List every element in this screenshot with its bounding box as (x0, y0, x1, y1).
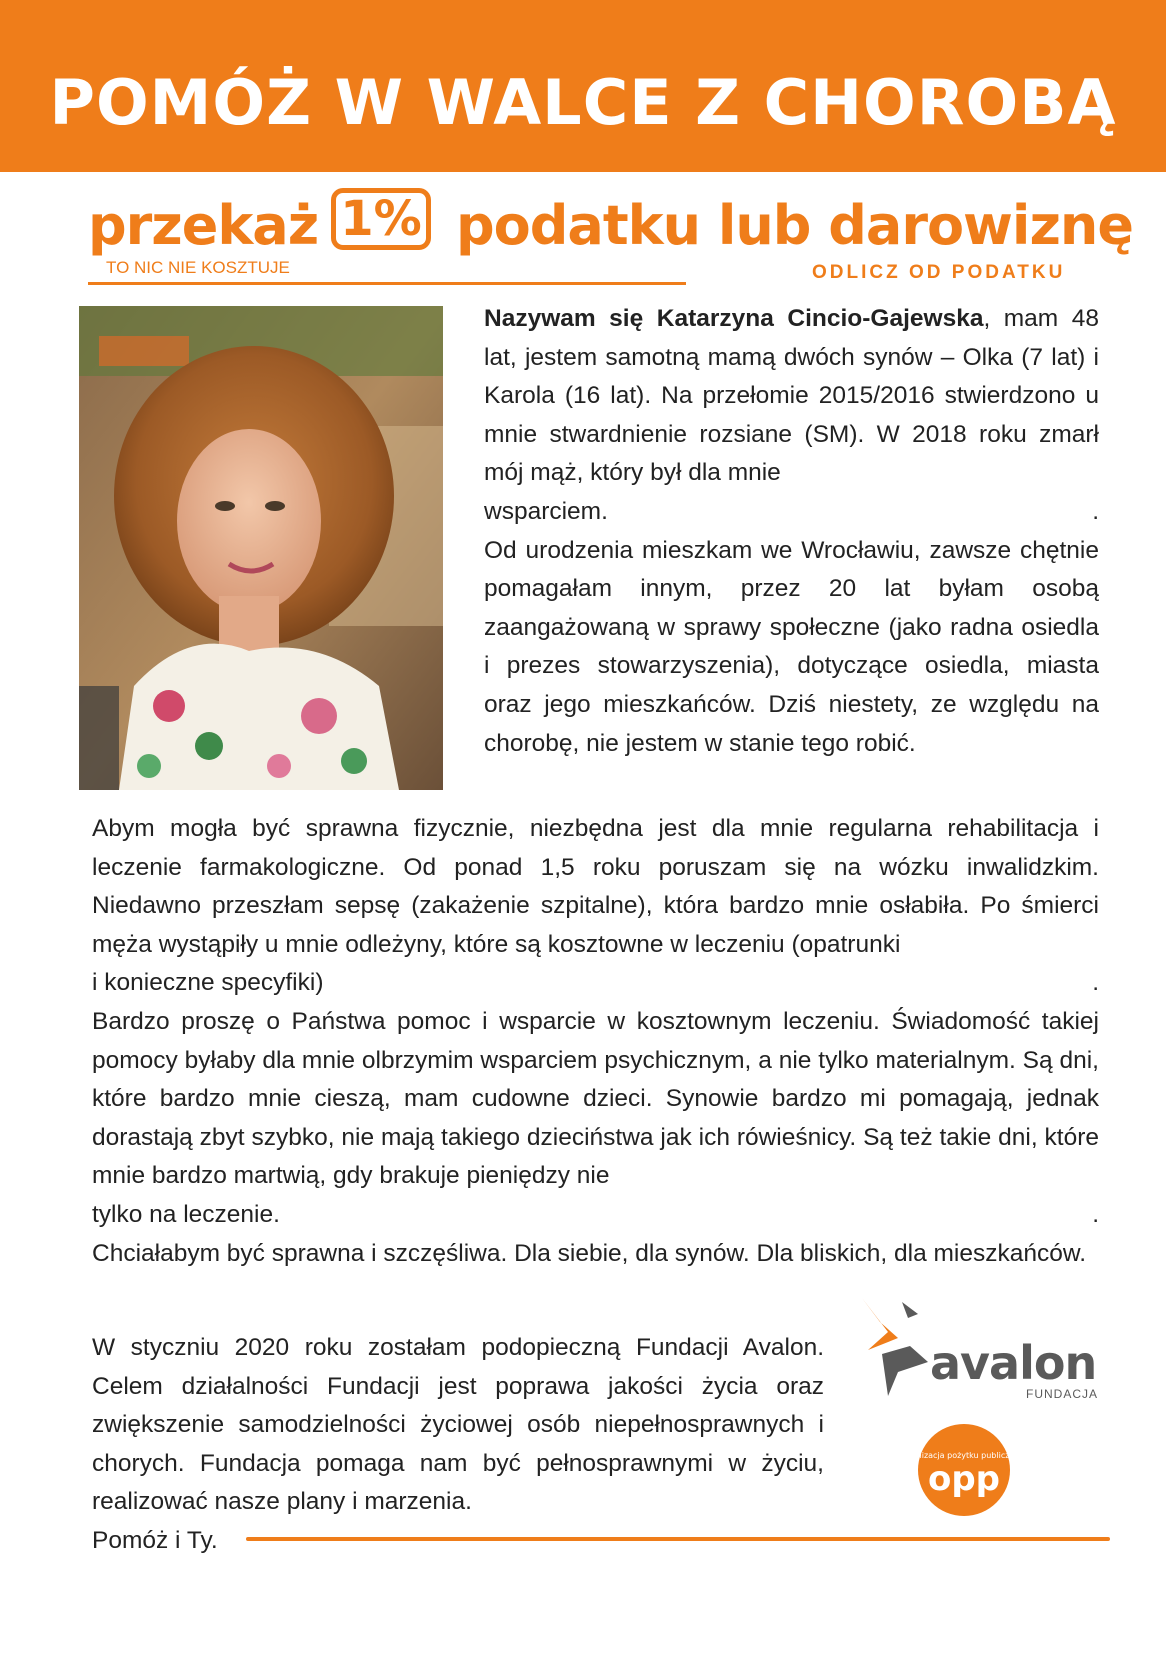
closing-text (92, 1329, 824, 1561)
body-paragraph-5: Chciałabym być sprawna i szczęśliwa. Dla siebie, dla synów. Dla bliskich, dla mieszkańców. (92, 1239, 1087, 1267)
dot-marker: . (1092, 1200, 1099, 1228)
body-paragraph-4: Bardzo proszę o Państwa pomoc i wsparcie w kosztownym leczeniu. Świadomość takiej pomocy byłaby dla mnie olbrzymim wsparciem psychicznym, a nie tylko materialnym. Są dni, które bardzo mnie cieszą, mam cudowne dzieci. Synowie bardzo mi pomagają, jednak dorastają zbyt szybko, nie mają takiego dzieciństwa jak ich rówieśnicy. Są też takie dni, które mnie bardzo martwią, gdy brakuje pieniędzy nie (92, 1007, 1099, 1190)
slogan-podatku: podatku lub darowiznę (456, 194, 1133, 257)
slogan-underline (88, 282, 686, 285)
opp-text: opp (927, 1459, 1001, 1499)
body-paragraph-4-end: tylko na leczenie. (92, 1200, 280, 1228)
avalon-fundacja-label: FUNDACJA (1026, 1387, 1099, 1401)
intro-paragraph-1-end: wsparciem. (484, 497, 608, 525)
opp-logo (898, 1424, 1030, 1516)
closing-paragraph-6: W styczniu 2020 roku zostałam podopieczną Fundacji Avalon. Celem działalności Fundacji jest poprawa jakości życia oraz zwiększenie samodzielności życiowej osób niepełnosprawnych i chorych. Fundacja pomaga nam być pełnosprawnymi w życiu, realizować nasze plany i marzenia. (92, 1334, 824, 1516)
dot-marker: . (1092, 969, 1099, 997)
intro-paragraph-1: , mam 48 lat, jestem samotną mamą dwóch synów – Olka (7 lat) i Karola (16 lat). Na przełomie 2015/2016 stwierdzono u mnie stwardnienie rozsiane (SM). W 2018 roku zmarł mój mąż, który był dla mnie (484, 305, 1099, 487)
dot-marker: . (1092, 497, 1099, 525)
page-title: POMÓŻ W WALCE Z CHOROBĄ (49, 66, 1117, 139)
closing-underline (246, 1537, 1110, 1541)
slogan-deduct: ODLICZ OD PODATKU (812, 262, 1066, 283)
intro-paragraph-2: Od urodzenia mieszkam we Wrocławiu, zawsze chętnie pomagałam innym, przez 20 lat byłam osobą zaangażowaną w sprawy społeczne (jako radna osiedla i prezes stowarzyszenia), dotyczące osiedla, miasta oraz jego mieszkańców. Dziś niestety, ze względu na chorobę, nie jestem w stanie tego robić. (484, 536, 1099, 757)
opp-small-text: organizacja pożytku publicznego (898, 1451, 1030, 1460)
body-paragraph-3: Abym mogła być sprawna fizycznie, niezbędna jest dla mnie regularna rehabilitacja i leczenie farmakologiczne. Od ponad 1,5 roku poruszam się na wózku inwalidzkim. Niedawno przeszłam sepsę (zakażenie szpitalne), która bardzo mnie osłabiła. Po śmierci męża wystąpiły u mnie odleżyny, które są kosztowne w leczeniu (opatrunki (92, 815, 1099, 958)
author-name: Nazywam się Katarzyna Cincio-Gajewska (484, 305, 984, 332)
body-paragraph-3-end: i konieczne specyfiki) (92, 969, 324, 997)
portrait-photo (79, 306, 443, 790)
bird-icon (858, 1292, 938, 1402)
body-text (92, 810, 1099, 1273)
closing-call-to-action: Pomóż i Ty. (92, 1526, 218, 1554)
avalon-wordmark: avalon (930, 1336, 1097, 1390)
intro-text (484, 300, 1099, 763)
slogan-no-cost: TO NIC NIE KOSZTUJE (106, 258, 290, 277)
slogan-przekaz: przekaż (88, 194, 319, 257)
one-percent-badge: 1% (331, 188, 431, 250)
